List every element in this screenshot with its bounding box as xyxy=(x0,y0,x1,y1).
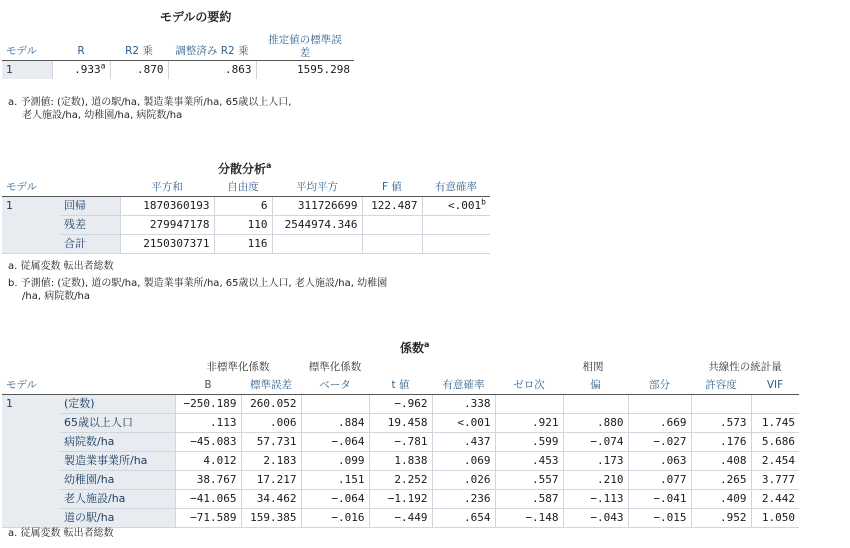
col-header-sig: 有意確率 xyxy=(432,376,495,395)
cell-se: .006 xyxy=(241,414,301,433)
cell-beta xyxy=(301,395,369,414)
cell-t: −.962 xyxy=(369,395,432,414)
col-header-std-error: 推定値の標準誤 差 xyxy=(256,34,354,61)
cell-b: −250.189 xyxy=(175,395,241,414)
cell-part: .669 xyxy=(628,414,691,433)
cell-b: .113 xyxy=(175,414,241,433)
cell-beta: .151 xyxy=(301,471,369,490)
table-row xyxy=(2,471,799,490)
cell-partial: .173 xyxy=(563,452,628,471)
cell-tol: .408 xyxy=(691,452,751,471)
row-label: 幼稚園/ha xyxy=(60,471,175,490)
cell-zero: −.148 xyxy=(495,509,563,528)
col-header-zero-order: ゼロ次 xyxy=(495,376,563,395)
cell-f xyxy=(362,216,422,235)
cell-partial xyxy=(563,395,628,414)
cell-sig: .026 xyxy=(432,471,495,490)
cell-part: −.027 xyxy=(628,433,691,452)
col-header-r: R xyxy=(52,34,110,61)
cell-zero: .921 xyxy=(495,414,563,433)
cell-df: 6 xyxy=(214,197,272,216)
col-header-b: B xyxy=(175,376,241,395)
cell-partial: .880 xyxy=(563,414,628,433)
cell-vif xyxy=(751,395,799,414)
table-row xyxy=(2,61,354,80)
table-row xyxy=(2,452,799,471)
cell-sig: .069 xyxy=(432,452,495,471)
row-label: 残差 xyxy=(60,216,120,235)
table-row xyxy=(2,414,799,433)
row-label: 道の駅/ha xyxy=(60,509,175,528)
anova-table xyxy=(2,178,490,254)
cell-part: .063 xyxy=(628,452,691,471)
table-row xyxy=(2,433,799,452)
row-model: 1 xyxy=(2,395,60,528)
col-header-tolerance: 許容度 xyxy=(691,376,751,395)
cell-zero: .453 xyxy=(495,452,563,471)
cell-std-error: 1595.298 xyxy=(256,61,354,80)
group-header-collin: 共線性の統計量 xyxy=(708,361,782,373)
coefficients-table xyxy=(2,358,799,528)
cell-b: −71.589 xyxy=(175,509,241,528)
cell-beta: −.016 xyxy=(301,509,369,528)
cell-vif: 3.777 xyxy=(751,471,799,490)
cell-vif: 1.745 xyxy=(751,414,799,433)
cell-t: 1.838 xyxy=(369,452,432,471)
col-header-se: 標準誤差 xyxy=(241,376,301,395)
row-model: 1 xyxy=(2,197,60,254)
col-header-sig: 有意確率 xyxy=(422,178,490,197)
row-model: 1 xyxy=(2,61,52,80)
cell-ss: 2150307371 xyxy=(120,235,214,254)
cell-sig: .437 xyxy=(432,433,495,452)
row-label: 病院数/ha xyxy=(60,433,175,452)
cell-zero: .557 xyxy=(495,471,563,490)
cell-sig xyxy=(422,216,490,235)
cell-sig: <.001$^b$ xyxy=(422,197,490,216)
col-header-model: モデル xyxy=(2,34,52,61)
cell-df: 116 xyxy=(214,235,272,254)
table-row xyxy=(2,235,490,254)
group-header-std: 標準化係数 xyxy=(308,361,362,373)
model-summary-table xyxy=(2,34,354,79)
table-row xyxy=(2,490,799,509)
cell-tol xyxy=(691,395,751,414)
col-header-ss: 平方和 xyxy=(120,178,214,197)
model-summary-title: モデルの要約 xyxy=(160,10,232,24)
anova-note: a. 従属変数 転出者総数 b. 予測値: (定数), 道の駅/ha, 製造業事業所/ha, 65歳以上人口, 老人施設/ha, 幼稚園 /ha, 病院数/ha xyxy=(8,261,388,302)
col-header-part: 部分 xyxy=(628,376,691,395)
cell-vif: 2.442 xyxy=(751,490,799,509)
col-header-blank xyxy=(60,376,175,395)
col-header-model: モデル xyxy=(2,178,60,197)
cell-ms xyxy=(272,235,362,254)
cell-tol: .176 xyxy=(691,433,751,452)
cell-se: 17.217 xyxy=(241,471,301,490)
cell-se: 2.183 xyxy=(241,452,301,471)
cell-t: 2.252 xyxy=(369,471,432,490)
col-header-r2: R2 乗 xyxy=(110,34,168,61)
cell-sig: .338 xyxy=(432,395,495,414)
cell-sig: .654 xyxy=(432,509,495,528)
col-header-ms: 平均平方 xyxy=(272,178,362,197)
anova-title: 分散分析$^a$ xyxy=(218,161,272,176)
row-label: (定数) xyxy=(60,395,175,414)
cell-sig xyxy=(422,235,490,254)
cell-tol: .952 xyxy=(691,509,751,528)
table-row xyxy=(2,216,490,235)
cell-sig: <.001 xyxy=(432,414,495,433)
cell-beta: .884 xyxy=(301,414,369,433)
cell-tol: .409 xyxy=(691,490,751,509)
col-header-beta: ベータ xyxy=(301,376,369,395)
cell-zero: .587 xyxy=(495,490,563,509)
cell-sig: .236 xyxy=(432,490,495,509)
cell-part: .077 xyxy=(628,471,691,490)
row-label: 製造業事業所/ha xyxy=(60,452,175,471)
group-header-unstd: 非標準化係数 xyxy=(206,361,270,373)
cell-zero xyxy=(495,395,563,414)
table-row xyxy=(2,197,490,216)
cell-ms: 311726699 xyxy=(272,197,362,216)
cell-partial: −.113 xyxy=(563,490,628,509)
col-header-f: F 値 xyxy=(362,178,422,197)
coefficients-note: a. 従属変数 転出者総数 xyxy=(8,528,114,539)
cell-tol: .573 xyxy=(691,414,751,433)
cell-tol: .265 xyxy=(691,471,751,490)
cell-se: 159.385 xyxy=(241,509,301,528)
row-label: 合計 xyxy=(60,235,120,254)
cell-beta: .099 xyxy=(301,452,369,471)
row-label: 回帰 xyxy=(60,197,120,216)
cell-f: 122.487 xyxy=(362,197,422,216)
col-header-vif: VIF xyxy=(751,376,799,395)
col-header-df: 自由度 xyxy=(214,178,272,197)
cell-beta: −.064 xyxy=(301,490,369,509)
cell-se: 57.731 xyxy=(241,433,301,452)
cell-f xyxy=(362,235,422,254)
col-header-t: t 値 xyxy=(369,376,432,395)
cell-part: −.015 xyxy=(628,509,691,528)
cell-t: −.781 xyxy=(369,433,432,452)
cell-ss: 1870360193 xyxy=(120,197,214,216)
col-header-adj-r2: 調整済み R2 乗 xyxy=(168,34,256,61)
coefficients-title: 係数$^a$ xyxy=(400,340,430,355)
col-header-blank xyxy=(60,178,120,197)
cell-se: 34.462 xyxy=(241,490,301,509)
cell-t: 19.458 xyxy=(369,414,432,433)
cell-partial: −.074 xyxy=(563,433,628,452)
cell-beta: −.064 xyxy=(301,433,369,452)
cell-ss: 279947178 xyxy=(120,216,214,235)
cell-partial: .210 xyxy=(563,471,628,490)
cell-df: 110 xyxy=(214,216,272,235)
cell-r2: .870 xyxy=(110,61,168,80)
col-header-model: モデル xyxy=(2,376,60,395)
cell-t: −.449 xyxy=(369,509,432,528)
table-row xyxy=(2,509,799,528)
cell-b: 4.012 xyxy=(175,452,241,471)
cell-vif: 5.686 xyxy=(751,433,799,452)
row-label: 65歳以上人口 xyxy=(60,414,175,433)
col-header-partial: 偏 xyxy=(563,376,628,395)
cell-adj-r2: .863 xyxy=(168,61,256,80)
cell-t: −1.192 xyxy=(369,490,432,509)
cell-partial: −.043 xyxy=(563,509,628,528)
cell-part: −.041 xyxy=(628,490,691,509)
row-label: 老人施設/ha xyxy=(60,490,175,509)
cell-ms: 2544974.346 xyxy=(272,216,362,235)
cell-se: 260.052 xyxy=(241,395,301,414)
group-header-corr: 相関 xyxy=(582,361,604,373)
cell-b: 38.767 xyxy=(175,471,241,490)
cell-zero: .599 xyxy=(495,433,563,452)
cell-part xyxy=(628,395,691,414)
cell-r: .933$^a$ xyxy=(52,61,110,80)
model-summary-note: a. 予測値: (定数), 道の駅/ha, 製造業事業所/ha, 65歳以上人口, 老人施設/ha, 幼稚園/ha, 病院数/ha xyxy=(8,97,292,121)
cell-b: −45.083 xyxy=(175,433,241,452)
table-row xyxy=(2,395,799,414)
cell-vif: 1.050 xyxy=(751,509,799,528)
cell-vif: 2.454 xyxy=(751,452,799,471)
cell-b: −41.065 xyxy=(175,490,241,509)
